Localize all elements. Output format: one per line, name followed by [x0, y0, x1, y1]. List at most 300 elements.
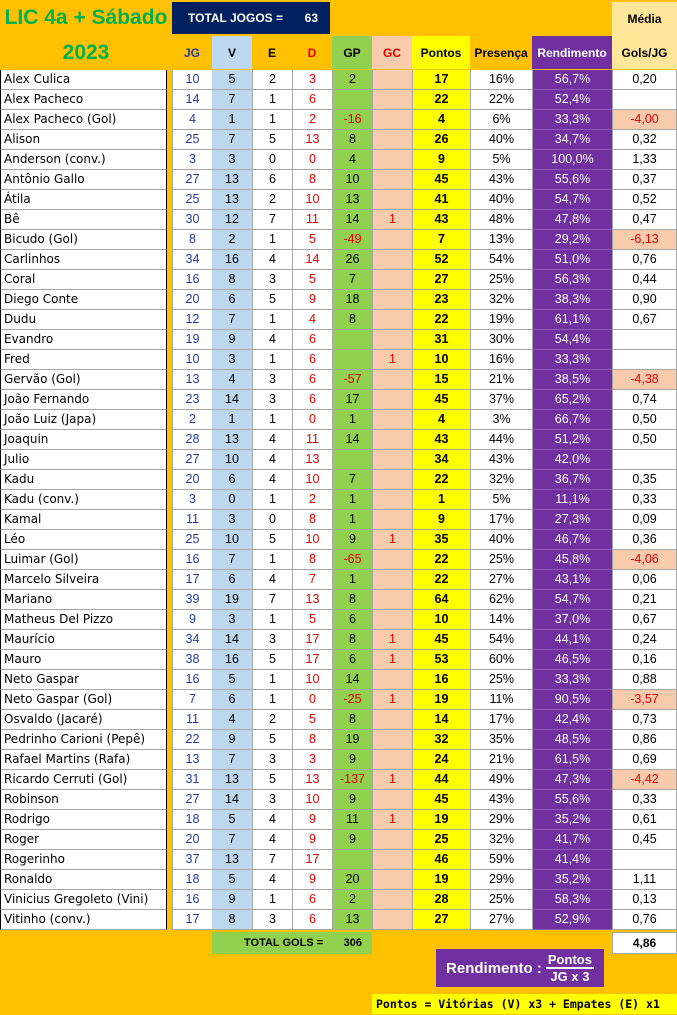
d-cell: 13	[292, 770, 332, 790]
player-name: Roger	[0, 830, 167, 850]
gols-jg-cell	[612, 850, 677, 870]
jg-cell: 20	[172, 290, 212, 310]
gp-cell: 8	[332, 310, 372, 330]
total-gols-label: TOTAL GOLS =	[244, 937, 324, 949]
d-cell: 8	[292, 170, 332, 190]
gc-cell	[372, 830, 412, 850]
e-cell: 5	[252, 530, 292, 550]
gols-jg-cell	[612, 450, 677, 470]
gols-jg-cell: -4,42	[612, 770, 677, 790]
v-cell: 3	[212, 510, 252, 530]
table-row	[0, 130, 677, 150]
total-gols-value: 306	[343, 937, 362, 949]
gp-cell: 8	[332, 630, 372, 650]
jg-cell: 37	[172, 850, 212, 870]
gp-cell: -137	[332, 770, 372, 790]
presenca-cell: 54%	[470, 250, 532, 270]
gp-cell: 17	[332, 390, 372, 410]
gols-jg-cell: 0,69	[612, 750, 677, 770]
rendimento-cell: 51,0%	[532, 250, 612, 270]
pontos-cell: 34	[412, 450, 470, 470]
table-row	[0, 690, 677, 710]
gp-cell: 14	[332, 670, 372, 690]
e-cell: 2	[252, 190, 292, 210]
rendimento-cell: 100,0%	[532, 150, 612, 170]
gp-cell: 9	[332, 830, 372, 850]
v-cell: 3	[212, 610, 252, 630]
gp-cell: 2	[332, 890, 372, 910]
table-row	[0, 370, 677, 390]
gc-cell: 1	[372, 210, 412, 230]
table-row	[0, 570, 677, 590]
gc-cell	[372, 670, 412, 690]
v-cell: 5	[212, 810, 252, 830]
gols-jg-cell: 0,47	[612, 210, 677, 230]
d-cell: 3	[292, 750, 332, 770]
jg-cell: 20	[172, 830, 212, 850]
v-cell: 5	[212, 670, 252, 690]
d-cell: 5	[292, 230, 332, 250]
gols-jg-cell: 0,50	[612, 410, 677, 430]
table-row	[0, 590, 677, 610]
pontos-cell: 35	[412, 530, 470, 550]
pontos-cell: 4	[412, 110, 470, 130]
player-name: Joaquin	[0, 430, 167, 450]
d-cell: 10	[292, 790, 332, 810]
v-cell: 7	[212, 310, 252, 330]
presenca-cell: 44%	[470, 430, 532, 450]
presenca-cell: 25%	[470, 270, 532, 290]
gols-jg-cell: 0,44	[612, 270, 677, 290]
pontos-cell: 19	[412, 690, 470, 710]
gols-jg-cell: 0,50	[612, 430, 677, 450]
pontos-cell: 27	[412, 270, 470, 290]
player-name: Marcelo Silveira	[0, 570, 167, 590]
v-cell: 6	[212, 690, 252, 710]
v-cell: 13	[212, 850, 252, 870]
table-row	[0, 910, 677, 930]
player-name: Mauro	[0, 650, 167, 670]
player-name: Rafael Martins (Rafa)	[0, 750, 167, 770]
d-cell: 6	[292, 90, 332, 110]
e-cell: 4	[252, 570, 292, 590]
gc-cell	[372, 450, 412, 470]
v-cell: 2	[212, 230, 252, 250]
jg-cell: 34	[172, 250, 212, 270]
d-cell: 14	[292, 250, 332, 270]
table-row	[0, 150, 677, 170]
gp-cell: 8	[332, 590, 372, 610]
gc-cell	[372, 510, 412, 530]
e-cell: 6	[252, 170, 292, 190]
v-cell: 4	[212, 370, 252, 390]
d-cell: 6	[292, 890, 332, 910]
v-cell: 5	[212, 70, 252, 90]
rendimento-cell: 52,9%	[532, 910, 612, 930]
presenca-cell: 35%	[470, 730, 532, 750]
player-name: Vinicius Gregoleto (Vini)	[0, 890, 167, 910]
jg-cell: 3	[172, 490, 212, 510]
table-row	[0, 610, 677, 630]
d-cell: 5	[292, 610, 332, 630]
player-name: Evandro	[0, 330, 167, 350]
e-cell: 3	[252, 390, 292, 410]
gols-jg-cell: 0,06	[612, 570, 677, 590]
gp-cell: 4	[332, 150, 372, 170]
d-cell: 8	[292, 550, 332, 570]
e-cell: 4	[252, 830, 292, 850]
gols-jg-cell: 0,45	[612, 830, 677, 850]
rendimento-cell: 44,1%	[532, 630, 612, 650]
jg-cell: 17	[172, 910, 212, 930]
v-cell: 14	[212, 630, 252, 650]
jg-cell: 13	[172, 370, 212, 390]
e-cell: 1	[252, 690, 292, 710]
v-cell: 10	[212, 450, 252, 470]
presenca-cell: 32%	[470, 830, 532, 850]
gc-cell	[372, 570, 412, 590]
gols-jg-cell: 0,35	[612, 470, 677, 490]
table-row	[0, 790, 677, 810]
col-header-d: D	[307, 45, 317, 60]
table-row	[0, 650, 677, 670]
jg-cell: 27	[172, 170, 212, 190]
e-cell: 1	[252, 670, 292, 690]
pontos-cell: 22	[412, 470, 470, 490]
gc-cell	[372, 710, 412, 730]
gc-cell	[372, 70, 412, 90]
player-name: Pedrinho Carioni (Pepê)	[0, 730, 167, 750]
presenca-cell: 62%	[470, 590, 532, 610]
player-name: Osvaldo (Jacaré)	[0, 710, 167, 730]
v-cell: 5	[212, 870, 252, 890]
player-name: Rodrigo	[0, 810, 167, 830]
pontos-cell: 45	[412, 390, 470, 410]
pontos-cell: 41	[412, 190, 470, 210]
presenca-cell: 14%	[470, 610, 532, 630]
e-cell: 1	[252, 550, 292, 570]
pontos-cell: 31	[412, 330, 470, 350]
gp-cell: 9	[332, 750, 372, 770]
table-row	[0, 350, 677, 370]
gp-cell: 1	[332, 510, 372, 530]
gols-jg-cell	[612, 330, 677, 350]
e-cell: 1	[252, 410, 292, 430]
gols-jg-cell: 0,24	[612, 630, 677, 650]
gc-cell	[372, 470, 412, 490]
gc-cell: 1	[372, 350, 412, 370]
v-cell: 12	[212, 210, 252, 230]
rendimento-cell: 48,5%	[532, 730, 612, 750]
gols-jg-cell: 0,74	[612, 390, 677, 410]
gc-cell: 1	[372, 650, 412, 670]
rendimento-cell: 47,8%	[532, 210, 612, 230]
presenca-cell: 19%	[470, 310, 532, 330]
v-cell: 13	[212, 170, 252, 190]
gp-cell: 9	[332, 530, 372, 550]
rendimento-cell: 54,7%	[532, 590, 612, 610]
d-cell: 10	[292, 530, 332, 550]
d-cell: 5	[292, 270, 332, 290]
e-cell: 5	[252, 290, 292, 310]
presenca-cell: 5%	[470, 150, 532, 170]
rendimento-cell: 56,3%	[532, 270, 612, 290]
gols-jg-cell: -3,57	[612, 690, 677, 710]
e-cell: 1	[252, 230, 292, 250]
presenca-cell: 17%	[470, 510, 532, 530]
gols-jg-cell: 0,37	[612, 170, 677, 190]
table-row	[0, 310, 677, 330]
jg-cell: 34	[172, 630, 212, 650]
e-cell: 2	[252, 710, 292, 730]
rendimento-formula	[436, 949, 604, 987]
player-name: Carlinhos	[0, 250, 167, 270]
pontos-cell: 45	[412, 170, 470, 190]
player-name: Matheus Del Pizzo	[0, 610, 167, 630]
rendimento-cell: 38,3%	[532, 290, 612, 310]
player-name: Fred	[0, 350, 167, 370]
rendimento-cell: 51,2%	[532, 430, 612, 450]
gols-jg-cell: 0,67	[612, 310, 677, 330]
presenca-cell: 22%	[470, 90, 532, 110]
gc-cell	[372, 910, 412, 930]
total-jogos-value: 63	[304, 11, 318, 25]
gc-cell	[372, 150, 412, 170]
table-row	[0, 70, 677, 90]
jg-cell: 39	[172, 590, 212, 610]
d-cell: 5	[292, 710, 332, 730]
v-cell: 16	[212, 650, 252, 670]
pontos-cell: 16	[412, 670, 470, 690]
rendimento-cell: 37,0%	[532, 610, 612, 630]
gols-jg-cell: 0,16	[612, 650, 677, 670]
v-cell: 13	[212, 430, 252, 450]
d-cell: 8	[292, 510, 332, 530]
rendimento-cell: 41,7%	[532, 830, 612, 850]
rendimento-cell: 11,1%	[532, 490, 612, 510]
v-cell: 8	[212, 270, 252, 290]
gc-cell: 1	[372, 810, 412, 830]
gols-jg-cell: -4,00	[612, 110, 677, 130]
gc-cell	[372, 270, 412, 290]
rendimento-cell: 55,6%	[532, 790, 612, 810]
jg-cell: 9	[172, 610, 212, 630]
e-cell: 2	[252, 70, 292, 90]
gc-cell	[372, 390, 412, 410]
e-cell: 5	[252, 730, 292, 750]
rendimento-cell: 38,5%	[532, 370, 612, 390]
pontos-cell: 64	[412, 590, 470, 610]
player-name: Bicudo (Gol)	[0, 230, 167, 250]
jg-cell: 18	[172, 870, 212, 890]
e-cell: 4	[252, 450, 292, 470]
rendimento-cell: 61,1%	[532, 310, 612, 330]
gc-cell	[372, 310, 412, 330]
col-header-e: E	[267, 45, 276, 60]
e-cell: 5	[252, 650, 292, 670]
gc-cell	[372, 410, 412, 430]
gc-cell	[372, 170, 412, 190]
presenca-cell: 21%	[470, 370, 532, 390]
presenca-cell: 40%	[470, 190, 532, 210]
e-cell: 1	[252, 350, 292, 370]
player-name: Kamal	[0, 510, 167, 530]
jg-cell: 27	[172, 790, 212, 810]
player-name: Neto Gaspar	[0, 670, 167, 690]
table-row	[0, 270, 677, 290]
e-cell: 4	[252, 250, 292, 270]
rendimento-cell: 33,3%	[532, 670, 612, 690]
e-cell: 1	[252, 490, 292, 510]
jg-cell: 10	[172, 70, 212, 90]
d-cell: 2	[292, 490, 332, 510]
v-cell: 3	[212, 150, 252, 170]
table-row	[0, 490, 677, 510]
gp-cell: 13	[332, 910, 372, 930]
gp-cell: -49	[332, 230, 372, 250]
presenca-cell: 40%	[470, 530, 532, 550]
v-cell: 7	[212, 130, 252, 150]
gp-cell: 7	[332, 470, 372, 490]
gols-jg-cell	[612, 350, 677, 370]
player-name: Coral	[0, 270, 167, 290]
jg-cell: 14	[172, 90, 212, 110]
gp-cell	[332, 330, 372, 350]
pontos-cell: 4	[412, 410, 470, 430]
pontos-cell: 19	[412, 810, 470, 830]
d-cell: 0	[292, 150, 332, 170]
table-row	[0, 110, 677, 130]
rendimento-cell: 54,4%	[532, 330, 612, 350]
col-header-gols-jg: Gols/JG	[612, 36, 677, 69]
pontos-cell: 32	[412, 730, 470, 750]
rendimento-cell: 90,5%	[532, 690, 612, 710]
v-cell: 0	[212, 490, 252, 510]
total-jogos-box	[172, 2, 330, 34]
presenca-cell: 59%	[470, 850, 532, 870]
pontos-cell: 9	[412, 150, 470, 170]
player-name: Léo	[0, 530, 167, 550]
e-cell: 5	[252, 770, 292, 790]
rendimento-cell: 61,5%	[532, 750, 612, 770]
presenca-cell: 11%	[470, 690, 532, 710]
v-cell: 13	[212, 190, 252, 210]
formula-label: Rendimento :	[446, 959, 542, 977]
pontos-cell: 7	[412, 230, 470, 250]
gc-cell	[372, 190, 412, 210]
gc-cell	[372, 250, 412, 270]
v-cell: 8	[212, 910, 252, 930]
presenca-cell: 17%	[470, 710, 532, 730]
player-name: Antônio Gallo	[0, 170, 167, 190]
table-row	[0, 170, 677, 190]
jg-cell: 23	[172, 390, 212, 410]
table-row	[0, 530, 677, 550]
jg-cell: 16	[172, 890, 212, 910]
gp-cell: -65	[332, 550, 372, 570]
pontos-cell: 17	[412, 70, 470, 90]
formula-denominator: JG x 3	[550, 969, 590, 984]
player-name: Robinson	[0, 790, 167, 810]
col-header-gc: GC	[372, 36, 412, 69]
table-row	[0, 670, 677, 690]
gp-cell: 6	[332, 610, 372, 630]
gp-cell	[332, 850, 372, 870]
v-cell: 7	[212, 550, 252, 570]
e-cell: 3	[252, 790, 292, 810]
presenca-cell: 54%	[470, 630, 532, 650]
pontos-cell: 25	[412, 830, 470, 850]
d-cell: 9	[292, 810, 332, 830]
media-total: 4,86	[612, 932, 677, 954]
v-cell: 13	[212, 770, 252, 790]
player-name: Kadu	[0, 470, 167, 490]
rendimento-cell: 27,3%	[532, 510, 612, 530]
gc-cell	[372, 750, 412, 770]
presenca-cell: 32%	[470, 290, 532, 310]
jg-cell: 7	[172, 690, 212, 710]
gp-cell: 13	[332, 190, 372, 210]
presenca-cell: 30%	[470, 330, 532, 350]
rendimento-cell: 33,3%	[532, 110, 612, 130]
jg-cell: 20	[172, 470, 212, 490]
gc-cell: 1	[372, 630, 412, 650]
pontos-cell: 24	[412, 750, 470, 770]
presenca-cell: 29%	[470, 810, 532, 830]
d-cell: 17	[292, 650, 332, 670]
jg-cell: 25	[172, 190, 212, 210]
table-row	[0, 290, 677, 310]
d-cell: 6	[292, 330, 332, 350]
e-cell: 0	[252, 510, 292, 530]
table-row	[0, 550, 677, 570]
pontos-cell: 19	[412, 870, 470, 890]
pontos-cell: 45	[412, 630, 470, 650]
gc-cell	[372, 130, 412, 150]
gp-cell: 8	[332, 130, 372, 150]
presenca-cell: 48%	[470, 210, 532, 230]
table-row	[0, 630, 677, 650]
gc-cell	[372, 370, 412, 390]
pontos-cell: 22	[412, 90, 470, 110]
rendimento-cell: 43,1%	[532, 570, 612, 590]
gc-cell: 1	[372, 770, 412, 790]
table-row	[0, 810, 677, 830]
presenca-cell: 25%	[470, 670, 532, 690]
d-cell: 3	[292, 70, 332, 90]
d-cell: 6	[292, 370, 332, 390]
jg-cell: 28	[172, 430, 212, 450]
media-header: Média	[612, 2, 677, 36]
gc-cell	[372, 550, 412, 570]
table-row	[0, 750, 677, 770]
gols-jg-cell: 0,52	[612, 190, 677, 210]
presenca-cell: 25%	[470, 890, 532, 910]
e-cell: 4	[252, 430, 292, 450]
jg-cell: 19	[172, 330, 212, 350]
gc-cell	[372, 90, 412, 110]
jg-cell: 25	[172, 130, 212, 150]
v-cell: 9	[212, 730, 252, 750]
gp-cell: 7	[332, 270, 372, 290]
pontos-cell: 28	[412, 890, 470, 910]
table-row	[0, 430, 677, 450]
d-cell: 4	[292, 310, 332, 330]
player-name: Alex Culica	[0, 70, 167, 90]
rendimento-cell: 45,8%	[532, 550, 612, 570]
table-row	[0, 250, 677, 270]
presenca-cell: 43%	[470, 170, 532, 190]
